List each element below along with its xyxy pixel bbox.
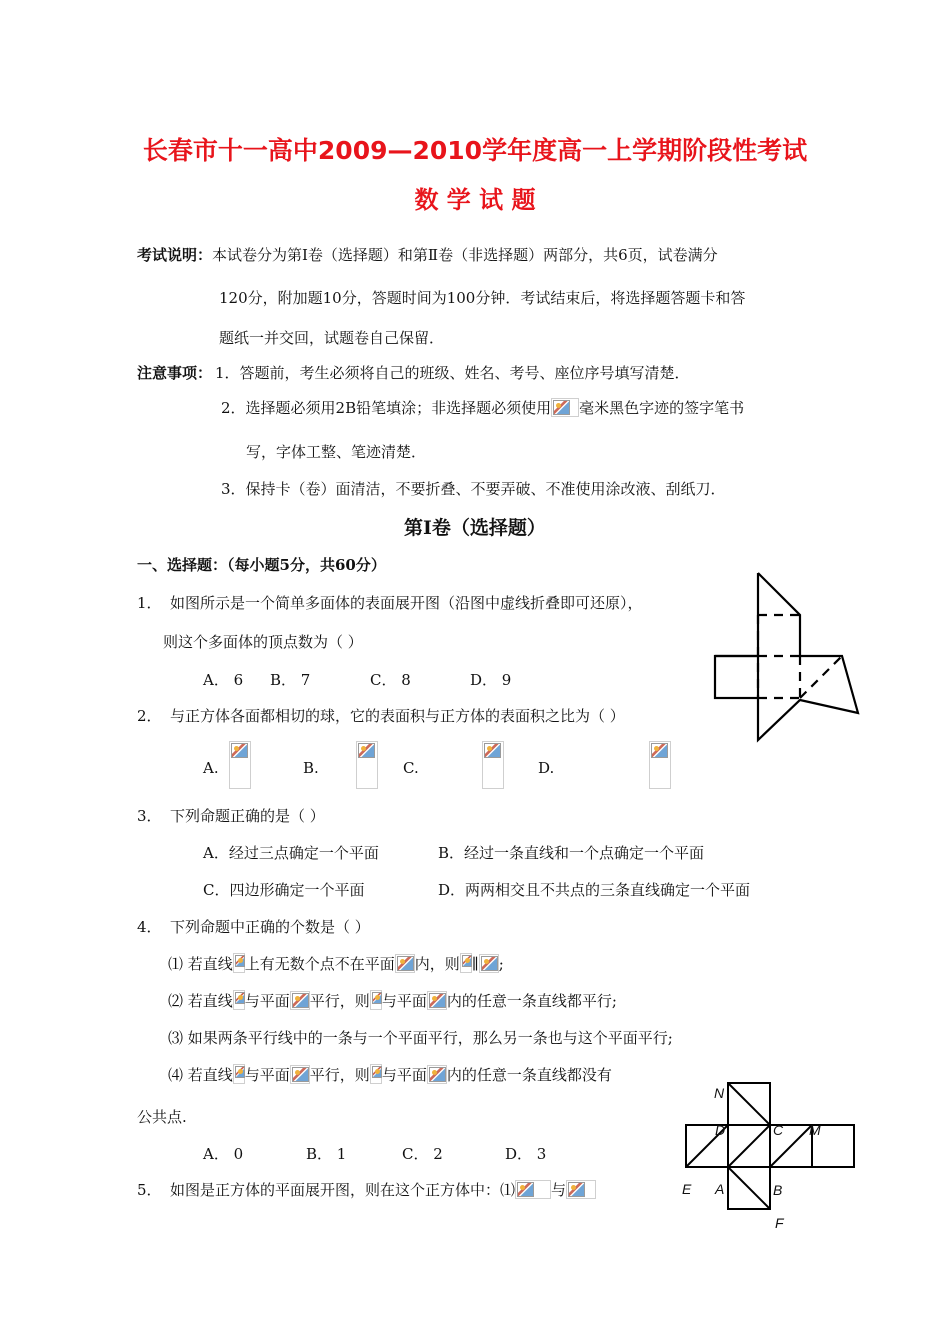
q4-statement-4-cont: 公共点. — [137, 1108, 187, 1126]
note-2-text-a: 2．选择题必须用2B铅笔填涂；非选择题必须使用 — [221, 399, 552, 417]
note-1: 1．答题前，考生必须将自己的班级、姓名、考号、座位序号填写清楚． — [215, 364, 690, 382]
vertex-label-f: F — [775, 1215, 784, 1231]
fraction-image-a-icon — [229, 741, 251, 789]
fraction-image-d-icon — [649, 741, 671, 789]
plane-symbol-icon — [427, 991, 447, 1010]
instructions-label: 考试说明： — [137, 246, 213, 264]
vertex-label-n: N — [714, 1085, 725, 1101]
q2-option-c: C. — [403, 759, 419, 777]
part-1-title: 第Ⅰ卷（选择题） — [404, 517, 546, 539]
section-1-heading: 一、选择题：（每小题5分，共60分） — [137, 556, 386, 574]
q1-option-c: C． 8 — [370, 671, 411, 689]
q1-option-a: A． 6 — [203, 671, 244, 689]
vertex-label-e: E — [682, 1181, 692, 1197]
q5-text: 如图是正方体的平面展开图，则在这个正方体中：⑴ 与 — [170, 1180, 596, 1200]
plane-symbol-icon — [395, 954, 415, 973]
line-symbol-icon — [233, 990, 245, 1010]
line-symbol-icon — [233, 1064, 245, 1084]
vertex-label-c: C — [773, 1122, 784, 1138]
q2-option-a: A. — [203, 759, 219, 777]
polyhedron-net-figure — [700, 565, 870, 750]
q4-statement-3: ⑶ 如果两条平行线中的一条与一个平面平行，那么另一条也与这个平面平行; — [168, 1029, 673, 1047]
q1-option-b: B． 7 — [270, 671, 311, 689]
line-symbol-icon — [370, 990, 382, 1010]
q3-option-c: C．四边形确定一个平面 — [203, 881, 365, 899]
net-outline — [758, 573, 858, 740]
q4-statement-1: ⑴ 若直线 上有无数个点不在平面 内，则 ∥ ; — [168, 955, 504, 973]
vertex-label-d: D — [715, 1122, 726, 1138]
net-fold-6 — [800, 656, 842, 698]
q3-option-a: A．经过三点确定一个平面 — [203, 844, 379, 862]
q4-statement-2: ⑵ 若直线 与平面 平行，则 与平面 内的任意一条直线都平行; — [168, 992, 617, 1010]
notes-label: 注意事项： — [137, 364, 213, 382]
q1-option-d: D． 9 — [470, 671, 512, 689]
diagonal-ac — [728, 1125, 770, 1167]
vertex-label-m: M — [809, 1122, 821, 1138]
q3-text: 下列命题正确的是（ ） — [170, 807, 325, 825]
q4-option-c: C． 2 — [402, 1145, 443, 1163]
diagonal-af — [728, 1167, 770, 1209]
note-3: 3．保持卡（卷）面清洁，不要折叠、不要弄破、不准使用涂改液、刮纸刀． — [221, 480, 726, 498]
line-symbol-icon — [233, 953, 245, 973]
plane-symbol-icon — [290, 1065, 310, 1084]
segment-image-icon — [515, 1180, 551, 1199]
image-placeholder-icon — [551, 398, 579, 417]
q3-number: 3． — [137, 807, 162, 825]
q4-option-d: D． 3 — [505, 1145, 547, 1163]
plane-symbol-icon — [479, 954, 499, 973]
q5-number: 5． — [137, 1181, 162, 1199]
exam-subtitle: 数 学 试 题 — [414, 186, 536, 214]
q4-statement-4: ⑷ 若直线 与平面 平行，则 与平面 内的任意一条直线都没有 — [168, 1066, 612, 1084]
vertex-label-b: B — [773, 1182, 783, 1198]
fraction-image-b-icon — [356, 741, 378, 789]
diagonal-nc — [728, 1083, 770, 1125]
q4-text: 下列命题中正确的个数是（ ） — [170, 918, 370, 936]
note-2-line-1 — [221, 398, 744, 418]
instructions-line-1: 本试卷分为第Ⅰ卷（选择题）和第Ⅱ卷（非选择题）两部分，共6页，试卷满分 — [212, 246, 718, 264]
line-symbol-icon — [370, 1064, 382, 1084]
q1-text-2: 则这个多面体的顶点数为（ ） — [163, 633, 363, 651]
q4-option-a: A． 0 — [203, 1145, 244, 1163]
q1-number: 1． — [137, 594, 162, 612]
q2-number: 2． — [137, 707, 162, 725]
fraction-image-c-icon — [482, 741, 504, 789]
line-symbol-icon — [460, 953, 472, 973]
q3-option-d: D．两两相交且不共点的三条直线确定一个平面 — [438, 881, 751, 899]
exam-title: 长春市十一高中2009—2010学年度高一上学期阶段性考试 — [142, 136, 808, 165]
plane-symbol-icon — [290, 991, 310, 1010]
q2-option-d: D. — [538, 759, 555, 777]
q3-option-b: B．经过一条直线和一个点确定一个平面 — [438, 844, 705, 862]
cube-net-figure — [676, 1078, 862, 1238]
q4-number: 4． — [137, 918, 162, 936]
q1-text: 如图所示是一个简单多面体的表面展开图（沿图中虚线折叠即可还原）， — [170, 594, 643, 612]
q2-text: 与正方体各面都相切的球，它的表面积与正方体的表面积之比为（ ） — [170, 707, 625, 725]
q2-option-b: B. — [303, 759, 319, 777]
plane-symbol-icon — [427, 1065, 447, 1084]
net-left-square — [715, 656, 758, 698]
instructions-line-2: 120分，附加题10分，答题时间为100分钟．考试结束后，将选择题答题卡和答 — [219, 289, 746, 307]
vertex-label-a: A — [715, 1181, 725, 1197]
segment-image-icon — [566, 1180, 596, 1199]
note-2-text-b: 毫米黑色字迹的签字笔书 — [579, 399, 745, 417]
q4-option-b: B． 1 — [306, 1145, 347, 1163]
instructions-line-3: 题纸一并交回，试题卷自己保留． — [219, 329, 445, 347]
note-2-line-2: 写，字体工整、笔迹清楚． — [246, 443, 427, 461]
